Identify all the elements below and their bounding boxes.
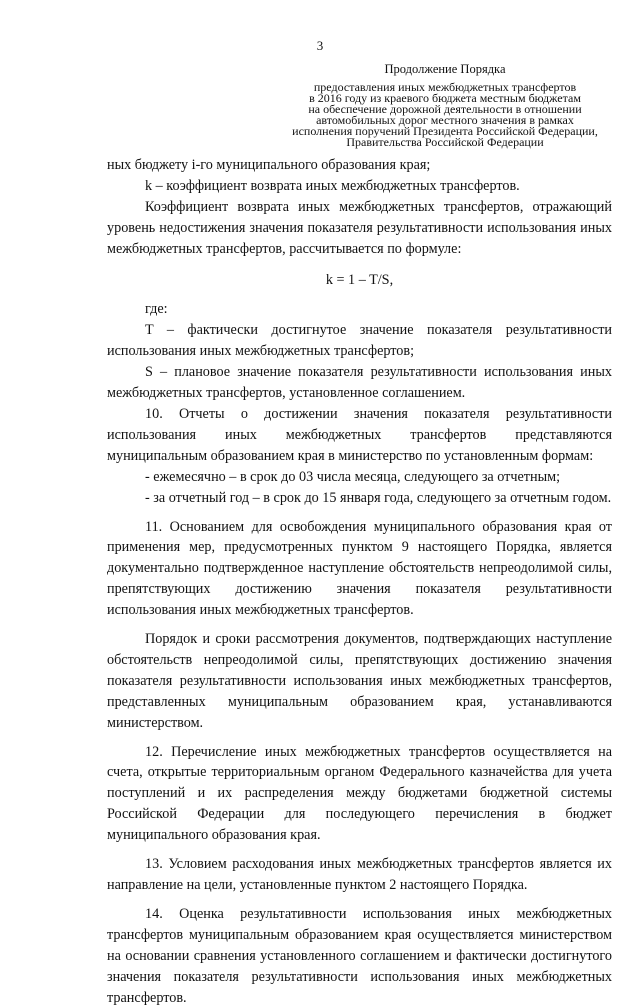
header-line: автомобильных дорог местного значения в рамках	[316, 113, 574, 127]
page-number: 3	[316, 38, 324, 53]
paragraph-coefficient: Коэффициент возврата иных межбюджетных трансфертов, отражающий уровень недостижения значения показателя результативности использования иных межбюджетных трансфертов, рассчитывается по формуле:	[107, 198, 612, 257]
paragraph-14: 14. Оценка результативности использования иных межбюджетных трансфертов муниципальным образованием края осуществляется министерством на основании сравнения установленного соглашением и фактически достигнутого значения показателя результативности использования иных межбюджетных трансфертов.	[107, 905, 612, 1006]
header-line: предоставления иных межбюджетных трансфертов	[313, 80, 577, 94]
paragraph-13: 13. Условием расходования иных межбюджетных трансфертов является их направление на цели, установленные пунктом 2 настоящего Порядка.	[107, 856, 612, 893]
paragraph-where: где:	[145, 301, 168, 318]
header-line: исполнения поручений Президента Российской Федерации,	[292, 124, 598, 138]
paragraph-s-definition: S – плановое значение показателя результативности использования иных межбюджетных трансфертов, установленное соглашением.	[107, 364, 612, 402]
header-line: в 2016 году из краевого бюджета местным бюджетам	[309, 91, 581, 105]
header-line: на обеспечение дорожной деятельности в отношении	[308, 102, 582, 116]
paragraph-12: 12. Перечисление иных межбюджетных трансфертов осуществляется на счета, открытые территориальным органом Федерального казначейства для учета поступлений и их распределения между бюджетами бюджетной системы Российской Федерации для последующего перечисления в бюджет муниципального образования края.	[107, 743, 612, 844]
document-body	[107, 155, 612, 1008]
paragraph-11-procedure: Порядок и сроки рассмотрения документов, подтверждающих наступление обстоятельств непреодолимой силы, препятствующих достижению значения показателя результативности использования иных межбюджетных трансфертов, представленных муниципальным образованием края, устанавливаются министерством.	[107, 631, 612, 731]
paragraph-10-monthly: - ежемесячно – в срок до 03 числа месяца, следующего за отчетным;	[145, 468, 561, 485]
paragraph-10-yearly: - за отчетный год – в срок до 15 января года, следующего за отчетным годом.	[145, 489, 612, 506]
paragraph-11: 11. Основанием для освобождения муниципального образования края от применения мер, предусмотренных пунктом 9 настоящего Порядка, является документально подтвержденное наступление обстоятельств непреодолимой силы, препятствующих достижению значения показателя результативности использования иных межбюджетных трансфертов.	[107, 518, 612, 619]
header-line: Правительства Российской Федерации	[346, 135, 544, 149]
formula: k = 1 – T/S,	[325, 271, 394, 288]
paragraph-t-definition: T – фактически достигнутое значение показателя результативности использования иных межбюджетных трансфертов;	[107, 322, 612, 360]
paragraph-continuation: ных бюджету i-го муниципального образования края;	[107, 157, 431, 173]
header-title: Продолжение Порядка	[384, 62, 506, 76]
paragraph-k-definition: k – коэффициент возврата иных межбюджетных трансфертов.	[145, 177, 520, 194]
paragraph-10: 10. Отчеты о достижении значения показателя результативности использования иных межбюджетных трансфертов представляются муниципальным образованием края в министерство по установленным формам:	[107, 405, 612, 464]
continuation-header	[292, 64, 598, 148]
